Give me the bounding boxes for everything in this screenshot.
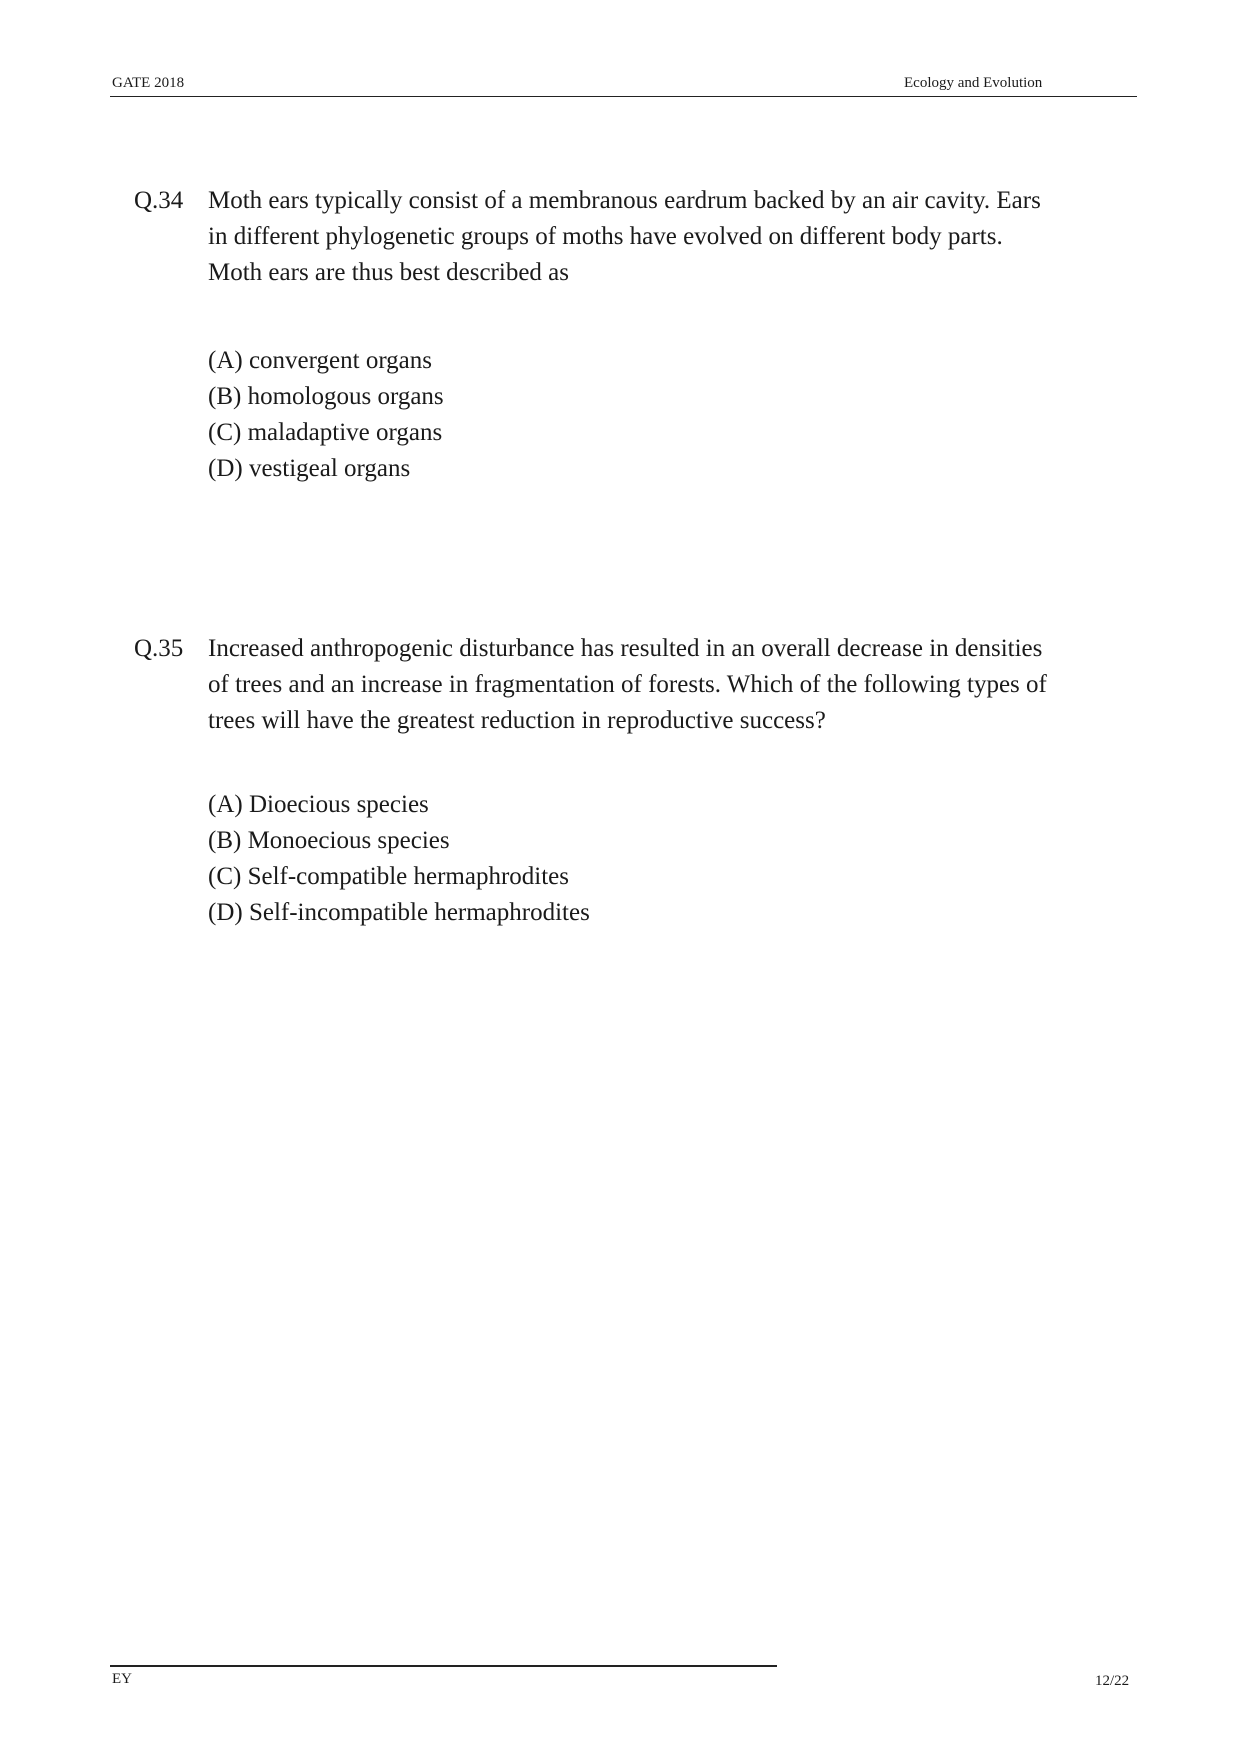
option-c: (C) Self-compatible hermaphrodites — [208, 863, 569, 890]
header-subject: Ecology and Evolution — [904, 75, 1043, 91]
question-line: of trees and an increase in fragmentation of forests. Which of the following types of — [208, 671, 1047, 698]
question-text — [208, 183, 1208, 291]
option-a: (A) Dioecious species — [208, 791, 429, 818]
header-divider — [110, 96, 1137, 97]
option-b: (B) homologous organs — [208, 383, 444, 410]
question-line: trees will have the greatest reduction in reproductive success? — [208, 707, 826, 734]
question-line: Increased anthropogenic disturbance has resulted in an overall decrease in densities — [208, 635, 1043, 662]
question-text — [208, 631, 1208, 739]
question-line: in different phylogenetic groups of moths have evolved on different body parts. — [208, 223, 1003, 250]
option-d: (D) Self-incompatible hermaphrodites — [208, 899, 590, 926]
header-exam-title: GATE 2018 — [112, 75, 185, 91]
page-number: 12/22 — [1095, 1673, 1130, 1689]
question-line: Moth ears are thus best described as — [208, 259, 569, 286]
question-number: Q.35 — [134, 635, 184, 662]
question-line: Moth ears typically consist of a membranous eardrum backed by an air cavity. Ears — [208, 187, 1041, 214]
answer-options — [208, 787, 808, 931]
option-d: (D) vestigeal organs — [208, 455, 411, 482]
footer-divider — [110, 1665, 777, 1667]
option-c: (C) maladaptive organs — [208, 419, 443, 446]
answer-options — [208, 343, 808, 487]
option-b: (B) Monoecious species — [208, 827, 450, 854]
option-a: (A) convergent organs — [208, 347, 433, 374]
footer-paper-code: EY — [112, 1671, 132, 1687]
question-number: Q.34 — [134, 187, 184, 214]
